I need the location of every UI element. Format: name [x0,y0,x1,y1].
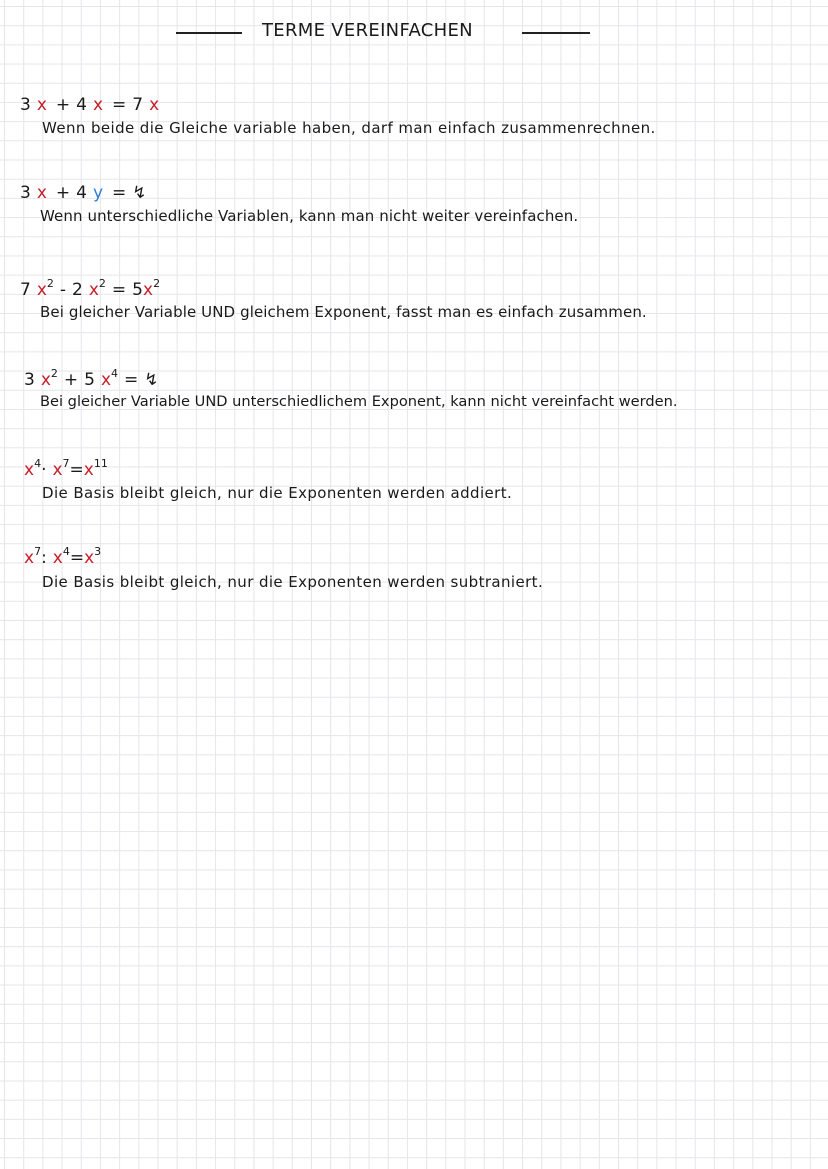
formula-5-exp2: 7 [62,457,70,470]
rule-2-description: Wenn unterschiedliche Variablen, kann man nicht weiter vereinfachen. [40,207,579,225]
formula-3 [20,277,161,300]
formula-1-op1: + [55,95,71,115]
formula-1-coef2: 4 [76,95,87,115]
formula-4-coef1: 3 [24,370,35,390]
rule-3-description: Bei gleicher Variable UND gleichem Exponent, fasst man es einfach zusammen. [40,303,647,321]
formula-2-coef2: 4 [76,183,87,203]
formula-1-eq: = [112,95,127,115]
formula-4-var1: x [40,370,51,390]
rule-5-description: Die Basis bleibt gleich, nur die Exponenten werden addiert. [42,484,513,502]
formula-6-result-var: x [84,548,95,568]
formula-5-eq: = [69,460,84,480]
formula-3-exp1: 2 [46,277,54,290]
formula-6 [24,545,102,568]
formula-1-var1: x [36,95,47,115]
formula-1-result-coef: 7 [132,95,144,115]
formula-4-eq: = [124,370,139,390]
contradiction-icon: ↯ [132,183,147,203]
formula-5-result-exp: 11 [93,457,108,470]
contradiction-icon: ↯ [144,370,159,390]
formula-3-result-exp: 2 [153,277,161,290]
formula-2 [20,183,147,203]
formula-2-eq: = [112,183,127,203]
formula-1-var2: x [92,95,104,115]
formula-1-result-var: x [149,95,160,115]
formula-5 [24,457,108,480]
formula-5-var1: x [24,460,35,480]
page-title: TERME VEREINFACHEN [262,20,473,41]
formula-3-var2: x [88,280,99,300]
title-rule-left [176,32,242,34]
formula-4 [24,367,159,390]
formula-6-var2: x [52,548,63,568]
formula-5-exp1: 4 [34,457,42,470]
formula-3-var1: x [36,280,47,300]
title-rule-right [522,32,590,34]
formula-3-eq: = [111,280,127,300]
formula-3-op1: - [59,280,67,300]
formula-4-exp1: 2 [50,367,58,380]
formula-2-var2: y [92,183,104,203]
formula-5-op1: · [41,460,47,480]
formula-3-coef2: 2 [72,280,83,300]
page-header [0,18,828,48]
rule-6-description: Die Basis bleibt gleich, nur die Exponenten werden subtraniert. [42,573,544,591]
formula-4-coef2: 5 [84,370,95,390]
formula-3-exp2: 2 [98,277,106,290]
rule-1-description: Wenn beide die Gleiche variable haben, darf man einfach zusammenrechnen. [42,119,656,137]
formula-2-op1: + [55,183,71,203]
formula-4-op1: + [63,370,79,390]
formula-2-var1: x [36,183,47,203]
formula-4-var2: x [100,370,112,390]
formula-5-var2: x [52,460,63,480]
formula-6-op1: : [41,548,47,568]
formula-3-coef1: 7 [20,280,31,300]
formula-1-coef1: 3 [20,95,31,115]
formula-6-result-exp: 3 [94,545,102,558]
formula-1 [20,95,159,115]
formula-6-var1: x [24,548,35,568]
formula-6-eq: = [69,548,85,568]
formula-4-exp2: 4 [111,367,119,380]
formula-6-exp2: 4 [62,545,70,558]
formula-3-result-var: x [143,280,154,300]
rule-4-description: Bei gleicher Variable UND unterschiedlichem Exponent, kann nicht vereinfacht werden. [40,393,678,410]
formula-3-result-coef: 5 [132,280,143,300]
formula-6-exp1: 7 [34,545,42,558]
formula-2-coef1: 3 [20,183,31,203]
formula-5-result-var: x [83,460,94,480]
